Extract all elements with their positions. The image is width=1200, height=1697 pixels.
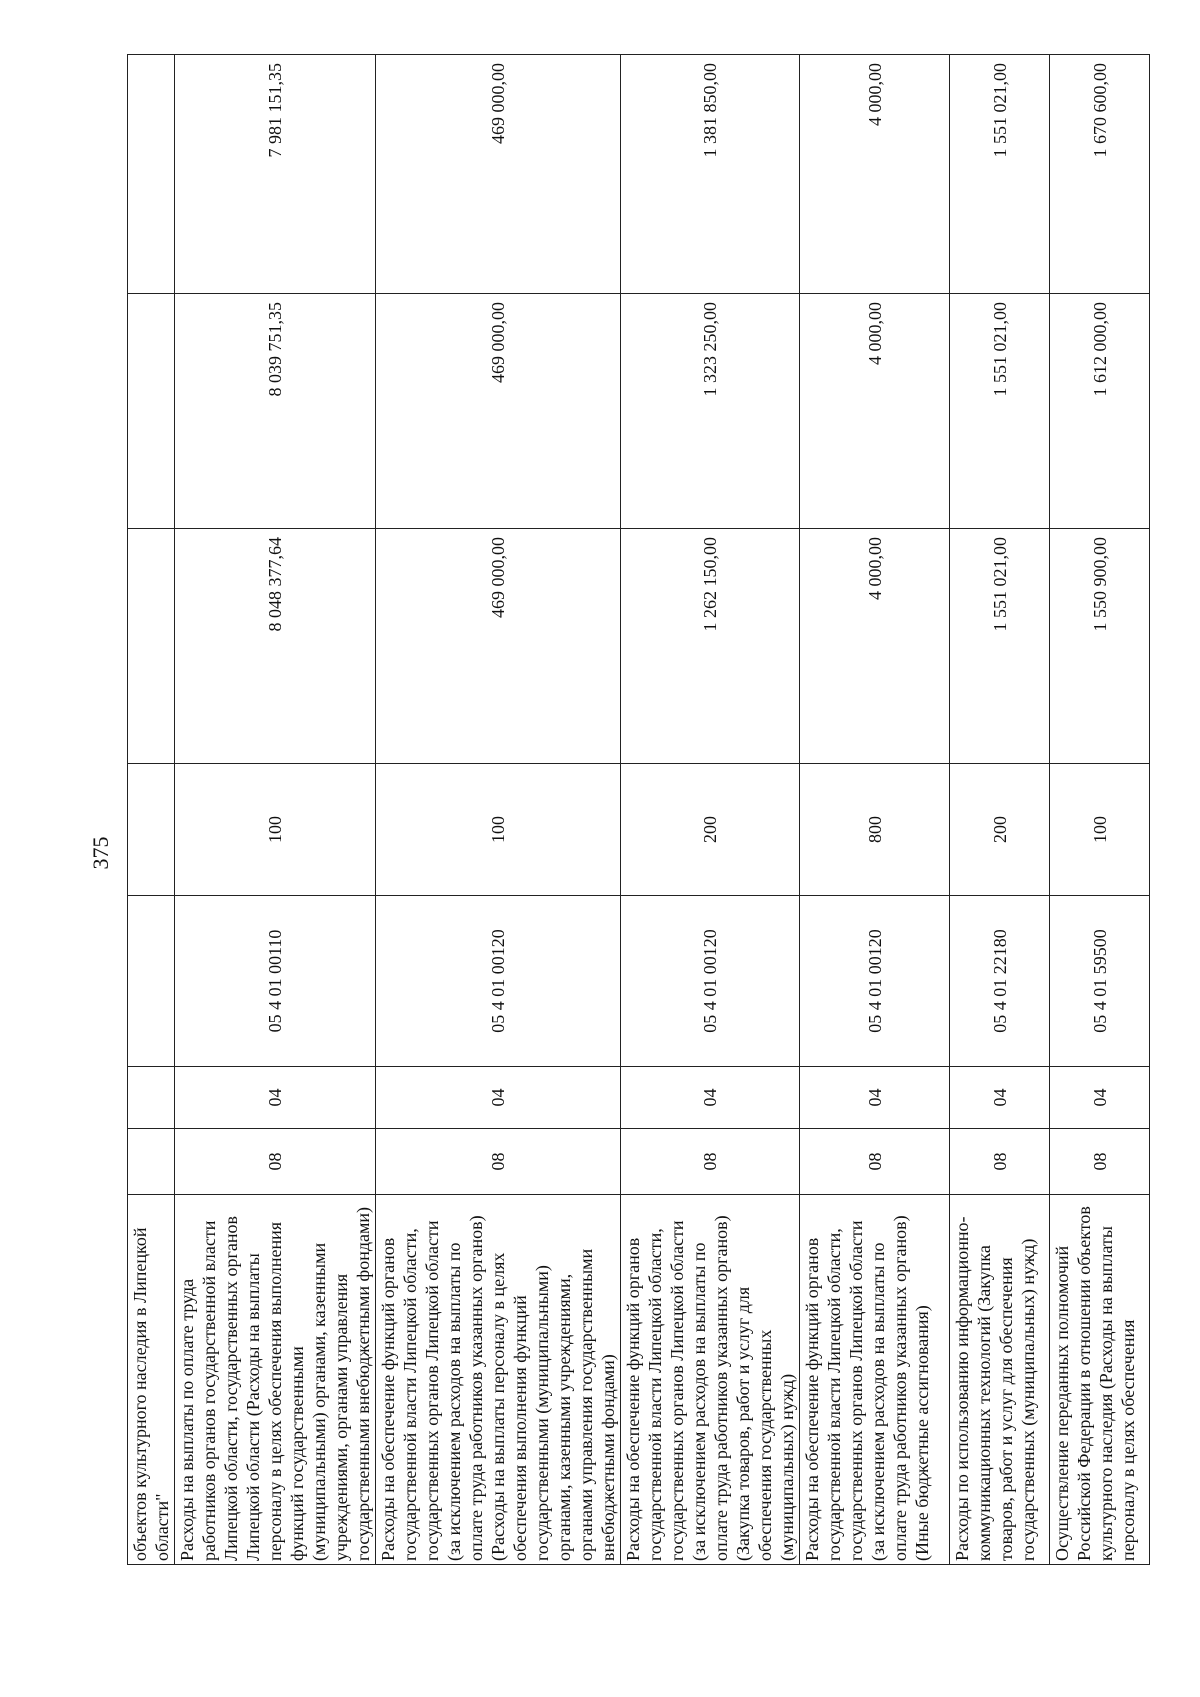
subsection-cell: 04 [800, 1067, 950, 1129]
table-row [950, 55, 1050, 1565]
page-number: 375 [88, 836, 113, 870]
amount-cell: 1 262 150,00 [621, 529, 800, 764]
amount-cell: 4 000,00 [800, 55, 950, 294]
section-cell: 08 [376, 1129, 621, 1195]
target-article-cell: 05 4 01 00120 [376, 896, 621, 1067]
table-row [376, 55, 621, 1565]
amount-cell: 1 550 900,00 [1050, 529, 1150, 764]
amount-cell: 469 000,00 [376, 294, 621, 529]
amount-cell: 1 612 000,00 [1050, 294, 1150, 529]
subsection-cell: 04 [950, 1067, 1050, 1129]
expense-type-cell: 200 [621, 764, 800, 896]
amount-cell: 1 670 600,00 [1050, 55, 1150, 294]
section-cell: 08 [175, 1129, 376, 1195]
description-cell: объектов культурного наследия в Липецкой области" [128, 1195, 175, 1565]
target-article-cell: 05 4 01 59500 [1050, 896, 1150, 1067]
subsection-cell: 04 [621, 1067, 800, 1129]
description-cell: Расходы на выплаты по оплате труда работников органов государственной власти Липецкой области, государственных органов Липецкой области (Расходы на выплаты персоналу в целях обеспечения выполнения функций государственными (муниципальными) органами, казенными учреждениями, органами управления государственными внебюджетными фондами) [175, 1195, 376, 1565]
amount-cell: 1 551 021,00 [950, 529, 1050, 764]
subsection-cell: 04 [376, 1067, 621, 1129]
description-cell: Расходы по использованию информационно-коммуникационных технологий (Закупка товаров, работ и услуг для обеспечения государственных (муниципальных) нужд) [950, 1195, 1050, 1565]
table-row-header-continuation [128, 55, 175, 1565]
amount-cell: 1 551 021,00 [950, 55, 1050, 294]
empty-cell [128, 55, 175, 294]
subsection-cell: 04 [1050, 1067, 1150, 1129]
empty-cell [128, 1129, 175, 1195]
target-article-cell: 05 4 01 00110 [175, 896, 376, 1067]
amount-cell: 4 000,00 [800, 529, 950, 764]
table-row [800, 55, 950, 1565]
amount-cell: 469 000,00 [376, 529, 621, 764]
empty-cell [128, 529, 175, 764]
description-cell: Расходы на обеспечение функций органов государственной власти Липецкой области, государственных органов Липецкой области (за исключением расходов на выплаты по оплате труда работников указанных органов) (Расходы на выплаты персоналу в целях обеспечения выполнения функций государственными (муниципальными) органами, казенными учреждениями, органами управления государственными внебюджетными фондами) [376, 1195, 621, 1565]
description-cell: Расходы на обеспечение функций органов государственной власти Липецкой области, государственных органов Липецкой области (за исключением расходов на выплаты по оплате труда работников указанных органов) (Закупка товаров, работ и услуг для обеспечения государственных (муниципальных) нужд) [621, 1195, 800, 1565]
expense-type-cell: 200 [950, 764, 1050, 896]
description-cell: Осуществление переданных полномочий Российской Федерации в отношении объектов культурного наследия (Расходы на выплаты персоналу в целях обеспечения [1050, 1195, 1150, 1565]
amount-cell: 1 323 250,00 [621, 294, 800, 529]
expense-type-cell: 100 [175, 764, 376, 896]
expense-type-cell: 800 [800, 764, 950, 896]
rotated-page-content [127, 55, 1138, 1565]
target-article-cell: 05 4 01 00120 [621, 896, 800, 1067]
target-article-cell: 05 4 01 00120 [800, 896, 950, 1067]
empty-cell [128, 764, 175, 896]
table-row [1050, 55, 1150, 1565]
section-cell: 08 [800, 1129, 950, 1195]
rotated-table-container [127, 55, 1138, 1565]
section-cell: 08 [950, 1129, 1050, 1195]
amount-cell: 1 551 021,00 [950, 294, 1050, 529]
section-cell: 08 [1050, 1129, 1150, 1195]
amount-cell: 4 000,00 [800, 294, 950, 529]
empty-cell [128, 896, 175, 1067]
description-cell: Расходы на обеспечение функций органов государственной власти Липецкой области, государственных органов Липецкой области (за исключением расходов на выплаты по оплате труда работников указанных органов) (Иные бюджетные ассигнования) [800, 1195, 950, 1565]
amount-cell: 8 048 377,64 [175, 529, 376, 764]
amount-cell: 7 981 151,35 [175, 55, 376, 294]
section-cell: 08 [621, 1129, 800, 1195]
amount-cell: 8 039 751,35 [175, 294, 376, 529]
budget-table [127, 54, 1150, 1565]
table-row [175, 55, 376, 1565]
subsection-cell: 04 [175, 1067, 376, 1129]
empty-cell [128, 294, 175, 529]
expense-type-cell: 100 [376, 764, 621, 896]
table-row [621, 55, 800, 1565]
amount-cell: 469 000,00 [376, 55, 621, 294]
amount-cell: 1 381 850,00 [621, 55, 800, 294]
empty-cell [128, 1067, 175, 1129]
target-article-cell: 05 4 01 22180 [950, 896, 1050, 1067]
expense-type-cell: 100 [1050, 764, 1150, 896]
